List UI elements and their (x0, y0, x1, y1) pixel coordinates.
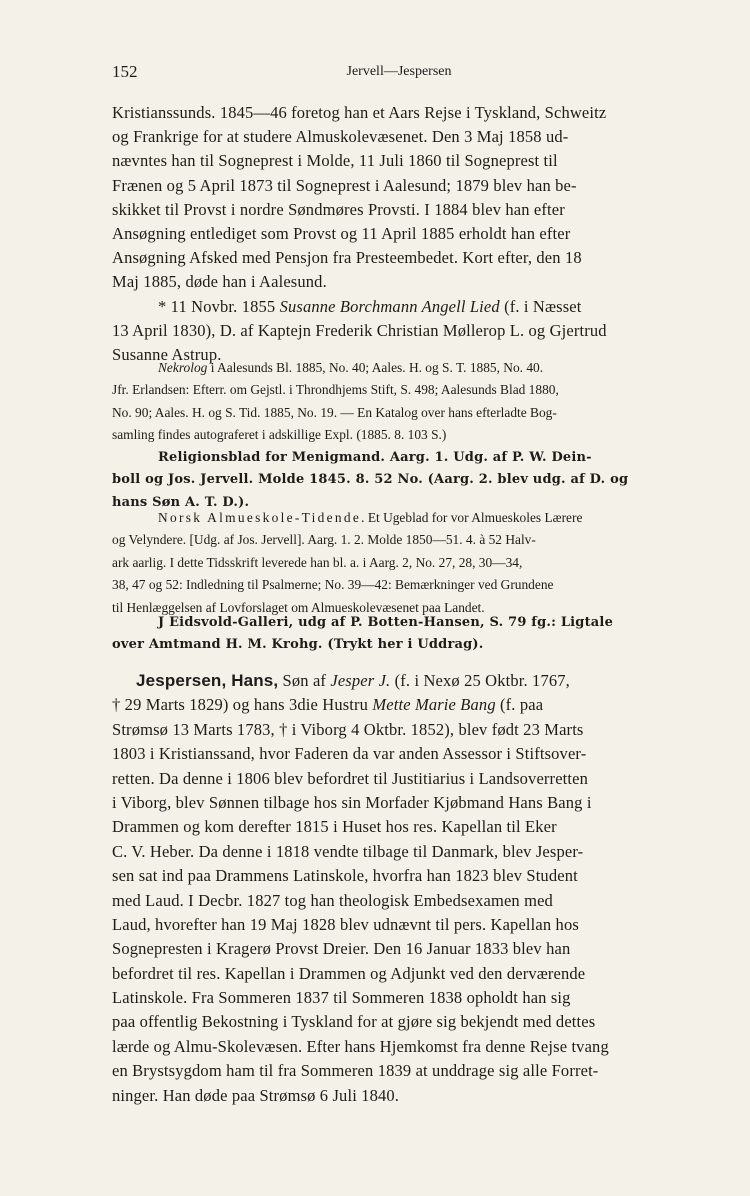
entry-name: Jespersen, Hans, (136, 671, 279, 690)
text-line: sen sat ind paa Drammens Latinskole, hvorfra han 1823 blev Student (112, 866, 578, 886)
running-head: Jervell—Jespersen (346, 64, 452, 79)
text-line: Kristianssunds. 1845—46 foretog han et Aars Rejse i Tyskland, Schweitz (112, 103, 607, 122)
text-line: Ansøgning Afsked med Pensjon fra Presteembedet. Kort efter, den 18 (112, 248, 582, 268)
text-line: Latinskole. Fra Sommeren 1837 til Sommeren 1838 opholdt han sig (112, 988, 571, 1008)
text-line: Strømsø 13 Marts 1783, † i Viborg 4 Oktbr. 1852), blev født 23 Marts (112, 719, 584, 739)
text-line: samling findes autograferet i adskillige Expl. (1885. 8. 103 S.) (112, 427, 447, 443)
marriage-date: * 11 Novbr. 1855 (158, 297, 280, 316)
text-line: C. V. Heber. Da denne i 1818 vendte tilbage til Danmark, blev Jesper- (112, 841, 584, 861)
entry-text: (f. paa (495, 695, 544, 715)
text-line: Laud, hvorefter han 19 Maj 1828 blev udnævnt til pers. Kapellan hos (112, 914, 579, 934)
marriage-suffix: (f. i Næsset (499, 297, 582, 316)
text-line: 1803 i Kristianssand, hvor Faderen da var anden Assessor i Stiftsover- (112, 744, 587, 764)
text-line: Religionsblad for Menigmand. Aarg. 1. Udg. af P. W. Dein- (158, 450, 592, 465)
text-line: No. 90; Aales. H. og S. Tid. 1885, No. 19. — En Katalog over hans efterladte Bog- (112, 404, 557, 420)
sources-paragraph (112, 357, 686, 447)
works-religionsblad (112, 447, 686, 514)
spouse-name: Susanne Borchmann Angell Lied (279, 297, 500, 316)
page-header (112, 62, 686, 86)
entry-second-line (112, 693, 686, 717)
text-line: Maj 1885, døde han i Aalesund. (112, 272, 327, 292)
periodical-text: . Et Ugeblad for vor Almueskoles Lærere (361, 510, 583, 525)
text-line: lærde og Almu-Skolevæsen. Efter hans Hjemkomst fra denne Rejse tvang (112, 1036, 609, 1056)
text-line: paa offentlig Bekostning i Tyskland for at gjøre sig bekjendt med dettes (112, 1012, 596, 1032)
text-line: Susanne Astrup. (112, 345, 222, 365)
entry-text: Søn af (278, 671, 331, 690)
norsk-first-line (112, 507, 686, 529)
page-number: 152 (112, 62, 138, 81)
text-line: en Brystsygdom ham til fra Sommeren 1839 at unddrage sig alle Forret- (112, 1061, 599, 1081)
entry-text: (f. i Nexø 25 Oktbr. 1767, (390, 671, 570, 690)
mother-name: Mette Marie Bang (372, 695, 496, 715)
periodical-title: Norsk Almueskole-Tidende (158, 510, 362, 525)
text-line: med Laud. I Decbr. 1827 tog han theologisk Embedsexamen med (112, 890, 553, 910)
text-line: befordret til res. Kapellan i Drammen og Adjunkt ved den derværende (112, 963, 586, 983)
works-eidsvold-galleri (112, 612, 686, 657)
entry-first-line (112, 669, 686, 693)
text-line: Drammen og kom derefter 1815 i Huset hos res. Kapellan til Eker (112, 817, 557, 837)
text-line: Ansøgning entlediget som Provst og 11 April 1885 erholdt han efter (112, 223, 571, 243)
sources-label: Nekrolog (158, 360, 208, 375)
text-line: retten. Da denne i 1806 blev befordret til Justitiarius i Landsoverretten (112, 768, 589, 788)
text-line: i Viborg, blev Sønnen tilbage hos sin Morfader Kjøbmand Hans Bang i (112, 792, 592, 812)
text-line: Sognepresten i Kragerø Provst Dreier. Den 16 Januar 1833 blev han (112, 939, 571, 959)
text-line: Jfr. Erlandsen: Efterr. om Gejstl. i Throndhjems Stift, S. 498; Aalesunds Blad 1880, (112, 382, 559, 398)
father-name: Jesper J. (330, 671, 391, 690)
text-line: J Eidsvold-Galleri, udg af P. Botten-Hansen, S. 79 fg.: Ligtale (158, 615, 614, 630)
entry-text: † 29 Marts 1829) og hans 3die Hustru (112, 695, 373, 715)
text-line: nævntes han til Sogneprest i Molde, 11 Juli 1860 til Sogneprest til (112, 151, 558, 171)
text-line: boll og Jos. Jervell. Molde 1845. 8. 52 No. (Aarg. 2. blev udg. af D. og (112, 472, 629, 488)
text-line: 13 April 1830), D. af Kaptejn Frederik Christian Møllerop L. og Gjertrud (112, 321, 607, 341)
works-almueskole-tidende (112, 507, 686, 619)
text-line: til Henlæggelsen af Lovforslaget om Almueskolevæsenet paa Landet. (112, 599, 485, 615)
jespersen-entry (112, 669, 686, 1108)
text-line: hans Søn A. T. D.). (112, 494, 250, 510)
text-line: Frænen og 5 April 1873 til Sogneprest i Aalesund; 1879 blev han be- (112, 175, 577, 195)
text-line: og Velyndere. [Udg. af Jos. Jervell]. Aarg. 1. 2. Molde 1850—51. 4. à 52 Halv- (112, 532, 536, 548)
text-line: ninger. Han døde paa Strømsø 6 Juli 1840. (112, 1085, 400, 1105)
text-line: over Amtmand H. M. Krohg. (Trykt her i Uddrag). (112, 637, 484, 653)
marriage-line (112, 295, 686, 319)
sources-text: i Aalesunds Bl. 1885, No. 40; Aales. H. og S. T. 1885, No. 40. (207, 360, 544, 375)
text-line: 38, 47 og 52: Indledning til Psalmerne; No. 39—42: Bemærkninger ved Grundene (112, 577, 554, 593)
text-line: skikket til Provst i nordre Søndmøres Provsti. I 1884 blev han efter (112, 199, 565, 219)
text-line: ark aarlig. I dette Tidsskrift leverede han bl. a. i Aarg. 2, No. 27, 28, 30—34, (112, 554, 523, 570)
sources-first-line (112, 357, 686, 379)
text-line: og Frankrige for at studere Almuskolevæsenet. Den 3 Maj 1858 ud- (112, 127, 569, 147)
jervell-biography-paragraph (112, 101, 686, 295)
